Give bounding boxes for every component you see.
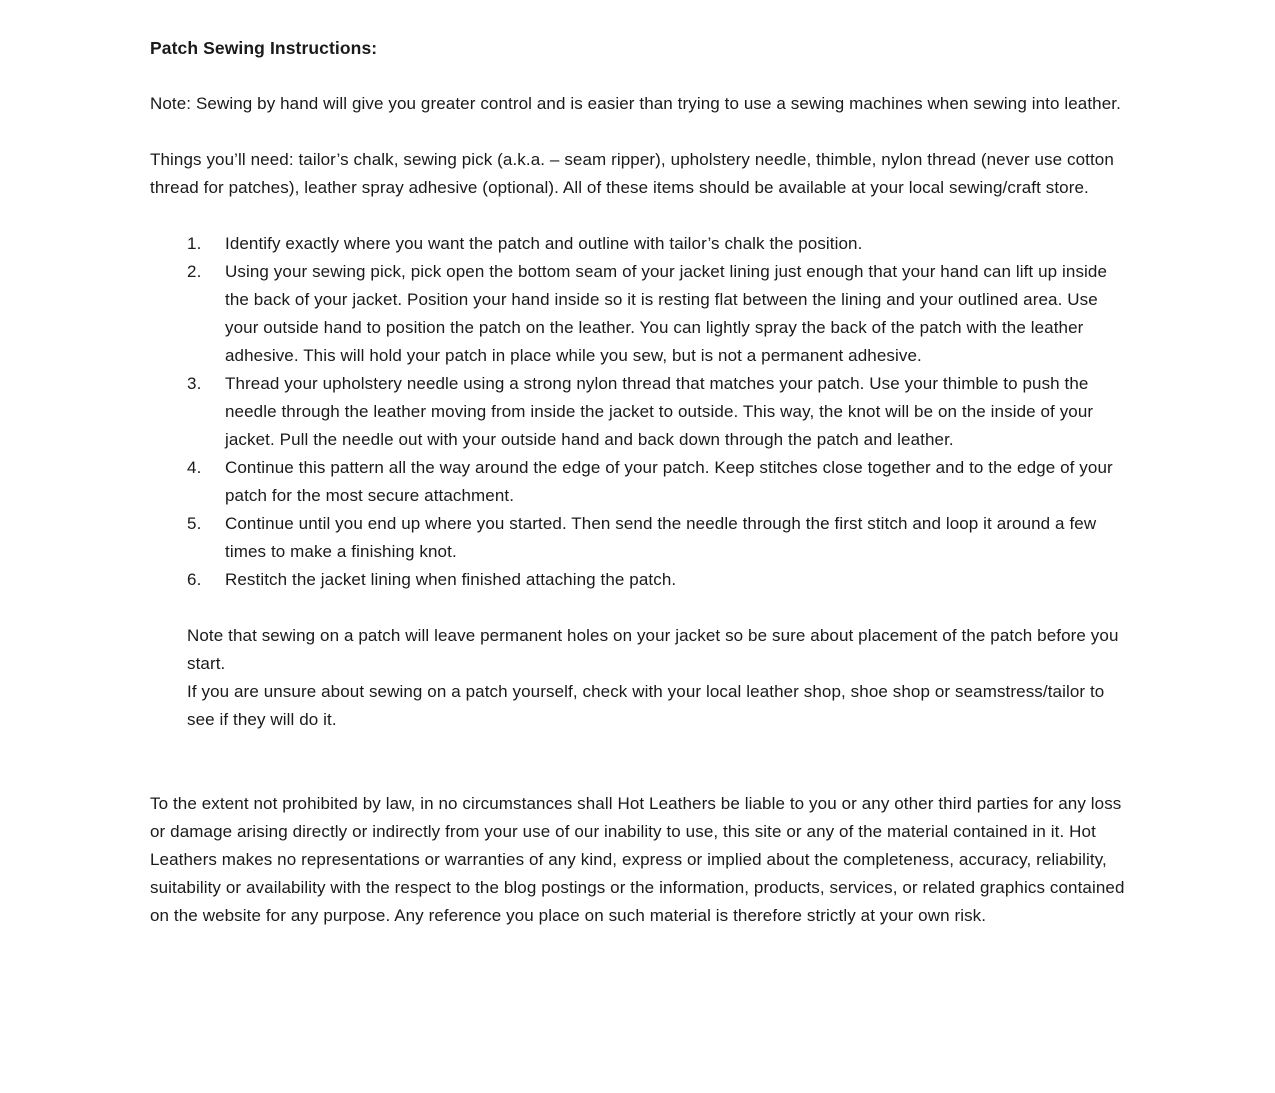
permanent-holes-note: Note that sewing on a patch will leave permanent holes on your jacket so be sure about placement of the patch before you start.: [187, 626, 1119, 673]
supplies-paragraph: Things you’ll need: tailor’s chalk, sewing pick (a.k.a. – seam ripper), upholstery needle, thimble, nylon thread (never use cotton thread for patches), leather spray adhesive (optional). All of these items should be available at your local sewing/craft store.: [150, 150, 1114, 197]
instruction-list: [150, 230, 1125, 594]
instruction-step-5: Continue until you end up where you started. Then send the needle through the first stitch and loop it around a few times to make a finishing knot.: [225, 514, 1097, 561]
instruction-step-4: Continue this pattern all the way around the edge of your patch. Keep stitches close together and to the edge of your patch for the most secure attachment.: [225, 458, 1113, 505]
instruction-step-3: Thread your upholstery needle using a strong nylon thread that matches your patch. Use your thimble to push the needle through the leather moving from inside the jacket to outside. This way, the knot will be on the inside of your jacket. Pull the needle out with your outside hand and back down through the patch and leather.: [225, 374, 1094, 449]
instruction-step-1: Identify exactly where you want the patch and outline with tailor’s chalk the position.: [225, 234, 863, 253]
hand-sewing-note-paragraph: Note: Sewing by hand will give you greater control and is easier than trying to use a sewing machines when sewing into leather.: [150, 94, 1121, 113]
notes-block: [187, 622, 1125, 734]
liability-disclaimer-paragraph: To the extent not prohibited by law, in no circumstances shall Hot Leathers be liable to you or any other third parties for any loss or damage arising directly or indirectly from your use of our inability to use, this site or any of the material contained in it. Hot Leathers makes no representations or warranties of any kind, express or implied about the completeness, accuracy, reliability, suitability or availability with the respect to the blog postings or the information, products, services, or related graphics contained on the website for any purpose. Any reference you place on such material is therefore strictly at your own risk.: [150, 794, 1125, 925]
professional-help-note: If you are unsure about sewing on a patch yourself, check with your local leather shop, shoe shop or seamstress/tailor to see if they will do it.: [187, 682, 1105, 729]
page-title: Patch Sewing Instructions:: [150, 38, 378, 58]
instruction-step-6: Restitch the jacket lining when finished attaching the patch.: [225, 570, 677, 589]
instruction-step-2: Using your sewing pick, pick open the bottom seam of your jacket lining just enough that your hand can lift up inside the back of your jacket. Position your hand inside so it is resting flat between the lining and your outlined area. Use your outside hand to position the patch on the leather. You can lightly spray the back of the patch with the leather adhesive. This will hold your patch in place while you sew, but is not a permanent adhesive.: [225, 262, 1108, 365]
